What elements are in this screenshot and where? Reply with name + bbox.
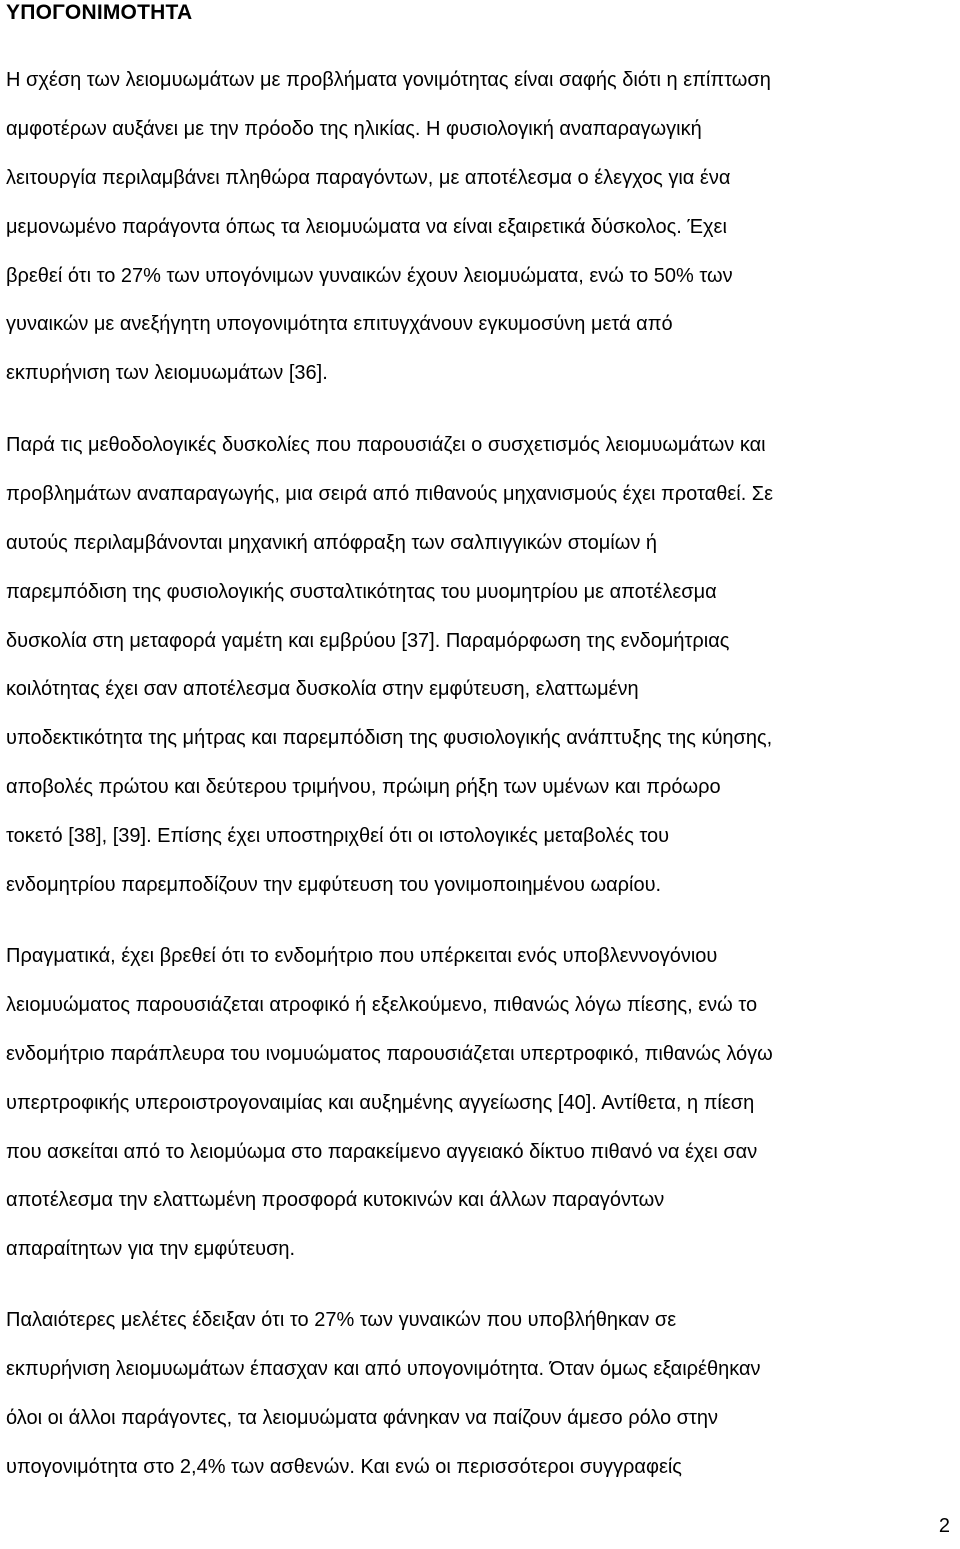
- text-line: κοιλότητας έχει σαν αποτέλεσμα δυσκολία στην εμφύτευση, ελαττωμένη: [6, 678, 639, 701]
- paragraph-2: [6, 421, 960, 910]
- paragraph-4: [6, 1296, 960, 1492]
- text-line: υπογονιμότητα στο 2,4% των ασθενών. Και ενώ οι περισσότεροι συγγραφείς: [6, 1455, 682, 1478]
- text-line: που ασκείται από το λειομύωμα στο παρακείμενο αγγειακό δίκτυο πιθανό να έχει σαν: [6, 1140, 758, 1163]
- text-line: Πραγματικά, έχει βρεθεί ότι το ενδομήτριο που υπέρκειται ενός υποβλεννογόνιου: [6, 945, 718, 967]
- section-heading: ΥΠΟΓΟΝΙΜΟΤΗΤΑ: [6, 1, 193, 24]
- paragraph-1: [6, 56, 960, 398]
- text-line: αποβολές πρώτου και δεύτερου τριμήνου, πρώιμη ρήξη των υμένων και πρόωρο: [6, 776, 721, 799]
- text-line: βρεθεί ότι το 27% των υπογόνιμων γυναικών έχουν λειομυώματα, ενώ το 50% των: [6, 264, 733, 287]
- text-line: υπερτροφικής υπεροιστρογοναιμίας και αυξημένης αγγείωσης [40]. Αντίθετα, η πίεση: [6, 1091, 755, 1114]
- text-line: μεμονωμένο παράγοντα όπως τα λειομυώματα να είναι εξαιρετικά δύσκολος. Έχει: [6, 215, 727, 238]
- text-line: λειομυώματος παρουσιάζεται ατροφικό ή εξελκούμενο, πιθανώς λόγω πίεσης, ενώ το: [6, 993, 758, 1016]
- page-number: 2: [938, 1515, 950, 1537]
- text-line: προβλημάτων αναπαραγωγής, μια σειρά από πιθανούς μηχανισμούς έχει προταθεί. Σε: [6, 482, 774, 505]
- text-line: τοκετό [38], [39]. Επίσης έχει υποστηριχθεί ότι οι ιστολογικές μεταβολές του: [6, 825, 670, 848]
- text-line: αμφοτέρων αυξάνει με την πρόοδο της ηλικίας. Η φυσιολογική αναπαραγωγική: [6, 117, 702, 140]
- text-line: Παρά τις μεθοδολογικές δυσκολίες που παρουσιάζει ο συσχετισμός λειομυωμάτων και: [6, 434, 766, 456]
- paragraph-3: [6, 932, 960, 1274]
- text-line: αυτούς περιλαμβάνονται μηχανική απόφραξη των σαλπιγγικών στομίων ή: [6, 531, 658, 554]
- text-line: Παλαιότερες μελέτες έδειξαν ότι το 27% των γυναικών που υποβλήθηκαν σε: [6, 1309, 677, 1331]
- text-line: γυναικών με ανεξήγητη υπογονιμότητα επιτυγχάνουν εγκυμοσύνη μετά από: [6, 313, 673, 336]
- text-line: υποδεκτικότητα της μήτρας και παρεμπόδιση της φυσιολογικής ανάπτυξης της κύησης,: [6, 727, 773, 750]
- text-line: ενδομήτριο παράπλευρα του ινομυώματος παρουσιάζεται υπερτροφικό, πιθανώς λόγω: [6, 1042, 773, 1065]
- text-line: αποτέλεσμα την ελαττωμένη προσφορά κυτοκινών και άλλων παραγόντων: [6, 1189, 665, 1212]
- text-line: εκπυρήνιση των λειομυωμάτων [36].: [6, 362, 328, 385]
- text-line: ενδομητρίου παρεμποδίζουν την εμφύτευση του γονιμοποιημένου ωαρίου.: [6, 874, 662, 897]
- text-line: Η σχέση των λειομυωμάτων με προβλήματα γονιμότητας είναι σαφής διότι η επίπτωση: [6, 69, 771, 91]
- text-line: παρεμπόδιση της φυσιολογικής συσταλτικότητας του μυομητρίου με αποτέλεσμα: [6, 580, 717, 603]
- text-line: εκπυρήνιση λειομυωμάτων έπασχαν και από υπογονιμότητα. Όταν όμως εξαιρέθηκαν: [6, 1357, 761, 1380]
- text-line: δυσκολία στη μεταφορά γαμέτη και εμβρύου [37]. Παραμόρφωση της ενδομήτριας: [6, 629, 730, 652]
- text-line: λειτουργία περιλαμβάνει πληθώρα παραγόντων, με αποτέλεσμα ο έλεγχος για ένα: [6, 166, 731, 189]
- text-line: όλοι οι άλλοι παράγοντες, τα λειομυώματα φάνηκαν να παίζουν άμεσο ρόλο στην: [6, 1406, 719, 1429]
- text-line: απαραίτητων για την εμφύτευση.: [6, 1238, 296, 1261]
